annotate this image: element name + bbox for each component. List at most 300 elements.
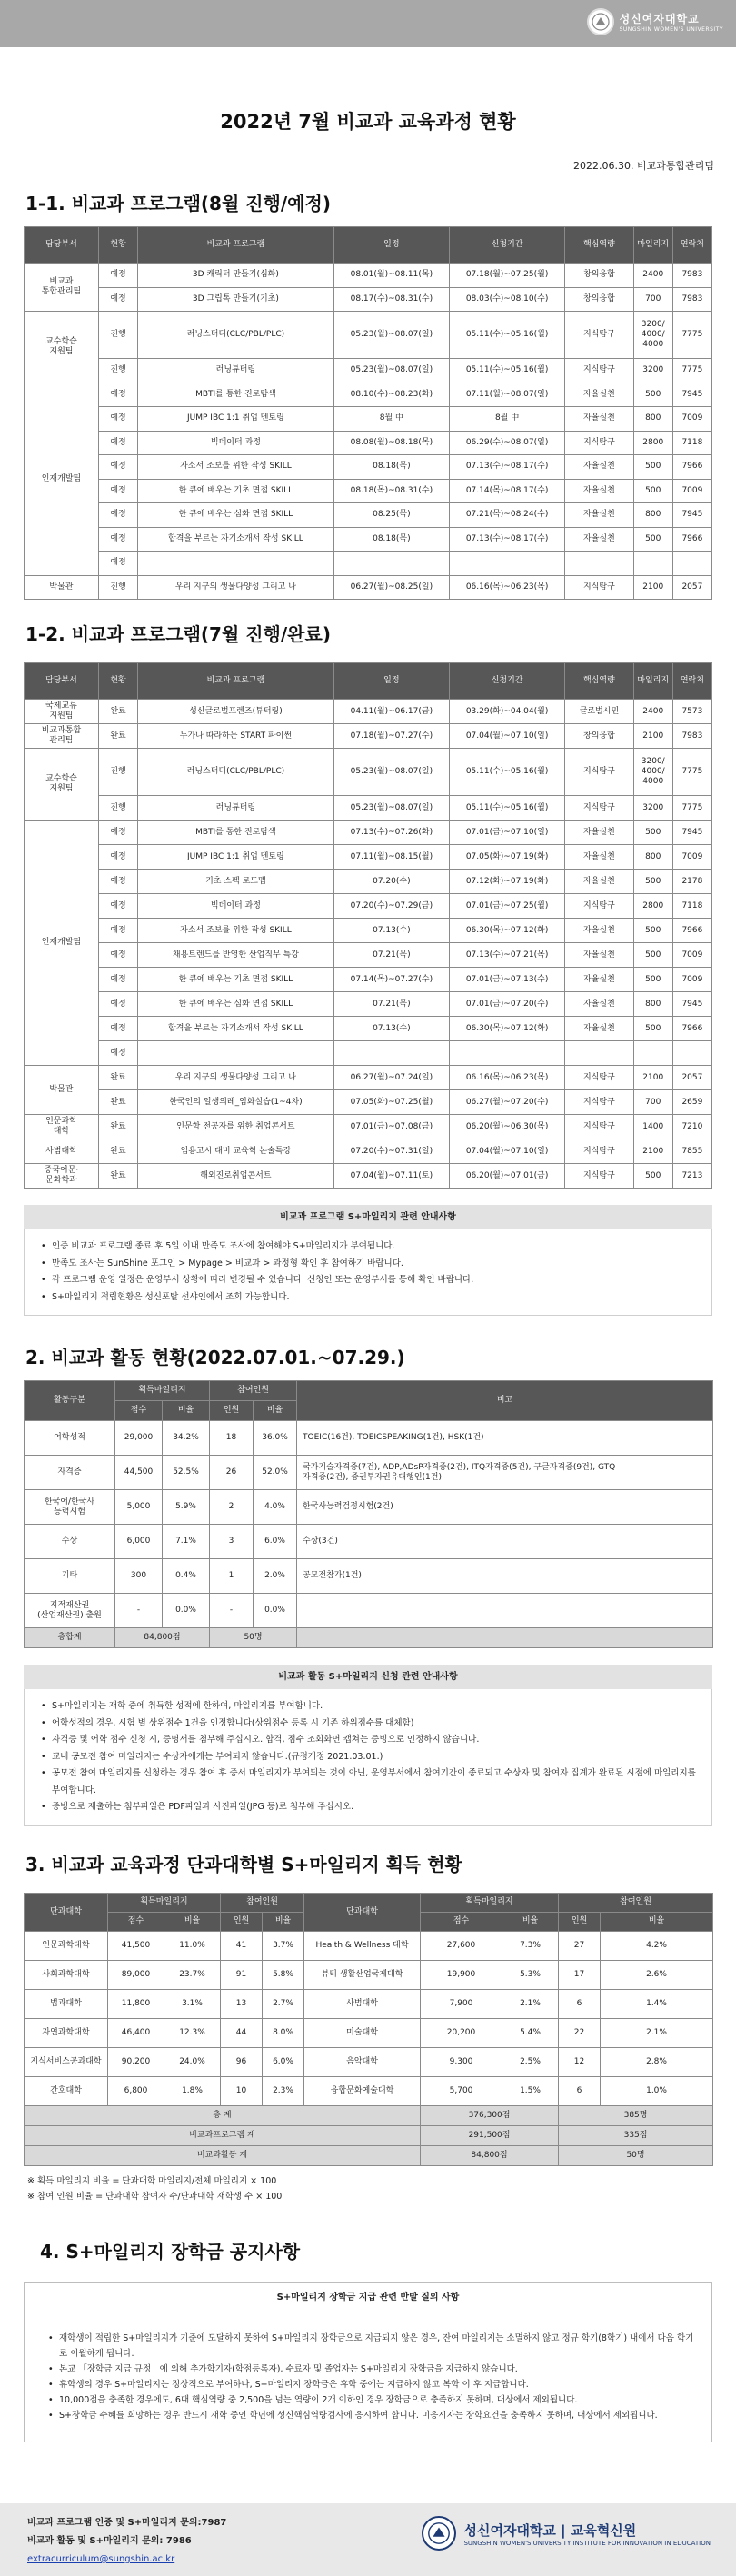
schedule-cell: 06.27(월)~07.24(일) — [333, 1066, 449, 1090]
count-cell: 44 — [221, 2018, 263, 2047]
count-ratio-cell: 4.0% — [254, 1490, 297, 1525]
schedule-cell: 08.01(월)~08.11(목) — [333, 264, 449, 288]
competency-cell: 지식탐구 — [565, 1139, 633, 1164]
schedule-cell: 07.20(수)~07.29(금) — [333, 894, 449, 919]
program-cell: 해외진로취업콘서트 — [138, 1164, 334, 1189]
header-competency: 핵심역량 — [565, 663, 633, 700]
mileage-cell: 700 — [633, 287, 672, 312]
dept-cell: 박물관 — [25, 1066, 99, 1115]
mileage-cell: 500 — [633, 455, 672, 480]
apply-period-cell: 07.21(목)~08.24(수) — [449, 503, 564, 528]
competency-cell: 자율실천 — [565, 407, 633, 432]
program-cell: 성신글로벌프렌즈(튜터링) — [138, 700, 334, 724]
contact-cell: 7009 — [672, 407, 711, 432]
note-cell: TOEIC(16건), TOEICSPEAKING(1건), HSK(1건) — [297, 1421, 713, 1456]
college-cell: 인문과학대학 — [25, 1931, 108, 1960]
mileage-cell: 2800 — [633, 894, 672, 919]
apply-period-cell: 07.18(월)~07.25(월) — [449, 264, 564, 288]
contact-program: 비교과 프로그램 인증 및 S+마일리지 문의:7987 — [27, 2518, 227, 2528]
college-cell: 지식서비스공과대학 — [25, 2047, 108, 2076]
count-ratio-cell: 6.0% — [254, 1525, 297, 1559]
program-cell: 빅데이터 과정 — [138, 431, 334, 455]
college-cell: 법과대학 — [25, 1989, 108, 2018]
score-cell: 89,000 — [108, 1960, 164, 1989]
schedule-cell: 07.18(월)~07.27(수) — [333, 724, 449, 749]
total-count-cell: 50명 — [559, 2145, 713, 2165]
apply-period-cell: 06.20(월)~06.30(목) — [449, 1115, 564, 1139]
apply-period-cell: 07.13(수)~07.21(목) — [449, 943, 564, 968]
institute-name-eng: SUNGSHIN WOMEN'S UNIVERSITY INSTITUTE FOR INNOVATION IN EDUCATION — [463, 2539, 711, 2547]
mileage-cell: 2100 — [633, 1066, 672, 1090]
table-row — [25, 552, 712, 576]
status-cell: 예정 — [98, 503, 137, 528]
status-cell: 진행 — [98, 575, 137, 600]
schedule-cell: 07.11(월)~08.15(월) — [333, 845, 449, 870]
status-cell: 예정 — [98, 287, 137, 312]
score-cell: 11,800 — [108, 1989, 164, 2018]
schedule-cell: 07.05(화)~07.25(월) — [333, 1090, 449, 1115]
dept-cell: 인재개발팀 — [25, 821, 99, 1066]
mileage-cell: 2100 — [633, 724, 672, 749]
mileage-cell: 2800 — [633, 431, 672, 455]
schedule-cell: 07.20(수) — [333, 870, 449, 894]
table-row — [25, 700, 712, 724]
section-1-1-title: 1-1. 비교과 프로그램(8월 진행/예정) — [25, 193, 331, 214]
contact-cell: 7775 — [672, 312, 711, 359]
count-cell: 41 — [221, 1931, 263, 1960]
competency-cell: 지식탐구 — [565, 575, 633, 600]
university-logo — [587, 8, 723, 35]
score-ratio-cell: 2.1% — [502, 1989, 559, 2018]
table-row — [25, 749, 712, 796]
total-label-cell: 비교과프로그램 계 — [25, 2125, 421, 2145]
count-cell: 50명 — [210, 1628, 297, 1648]
score-cell: 46,400 — [108, 2018, 164, 2047]
competency-cell — [565, 1041, 633, 1066]
section-2-title: 2. 비교과 활동 현황(2022.07.01.~07.29.) — [25, 1347, 405, 1368]
count-ratio-cell: 2.6% — [601, 1960, 713, 1989]
table-row — [25, 431, 712, 455]
contact-cell: 7966 — [672, 527, 711, 552]
table-row — [25, 287, 712, 312]
schedule-cell: 05.23(월)~08.07(일) — [333, 359, 449, 383]
count-cell: - — [210, 1594, 254, 1628]
status-cell: 예정 — [98, 845, 137, 870]
program-notice-list — [24, 1229, 712, 1316]
schedule-cell: 04.11(월)~06.17(금) — [333, 700, 449, 724]
competency-cell: 자율실천 — [565, 870, 633, 894]
status-cell: 예정 — [98, 479, 137, 503]
total-row — [25, 2105, 713, 2125]
program-cell: 자소서 조보를 위한 작성 SKILL — [138, 919, 334, 943]
table-row — [25, 1559, 713, 1594]
header-college: 단과대학 — [304, 1893, 421, 1931]
dept-cell: 인문과학 대학 — [25, 1115, 99, 1139]
category-cell: 수상 — [25, 1525, 115, 1559]
contact-cell: 7945 — [672, 503, 711, 528]
dept-cell: 교수학습 지원팀 — [25, 749, 99, 821]
mileage-cell: 500 — [633, 1017, 672, 1041]
program-cell: 러닝스터디(CLC/PBL/PLC) — [138, 749, 334, 796]
program-cell: 인문학 전공자를 위한 취업콘서트 — [138, 1115, 334, 1139]
header-status: 현황 — [98, 227, 137, 264]
program-cell: 합격을 부르는 자기소개서 작성 SKILL — [138, 1017, 334, 1041]
header-participants: 참여인원 — [221, 1893, 304, 1912]
schedule-cell: 07.14(목)~07.27(수) — [333, 968, 449, 992]
mileage-cell: 3200/ 4000/ 4000 — [633, 749, 672, 796]
header-college: 단과대학 — [25, 1893, 108, 1931]
header-score: 점수 — [421, 1912, 502, 1931]
program-cell: 합격을 부르는 자기소개서 작성 SKILL — [138, 527, 334, 552]
score-ratio-cell: 1.8% — [164, 2076, 221, 2105]
contact-cell: 7983 — [672, 724, 711, 749]
score-ratio-cell: 11.0% — [164, 1931, 221, 1960]
header-apply-period: 신청기간 — [449, 227, 564, 264]
table-row — [25, 1525, 713, 1559]
notice-item: • 인증 비교과 프로그램 종료 후 5일 이내 만족도 조사에 참여해야 S+마일리지가 부여됩니다. — [52, 1238, 699, 1256]
apply-period-cell — [449, 552, 564, 576]
university-name-kor: 성신여자대학교 — [619, 13, 700, 25]
apply-period-cell: 06.30(목)~07.12(화) — [449, 919, 564, 943]
contact-cell: 2057 — [672, 575, 711, 600]
count-ratio-cell: 2.8% — [601, 2047, 713, 2076]
table-row — [25, 1421, 713, 1456]
total-row — [25, 2145, 713, 2165]
total-count-cell: 385명 — [559, 2105, 713, 2125]
college-cell: 미술대학 — [304, 2018, 421, 2047]
college-table-notes — [27, 2173, 736, 2204]
dept-cell: 국제교류 지원팀 — [25, 700, 99, 724]
header-dept: 담당부서 — [25, 227, 99, 264]
header-competency: 핵심역량 — [565, 227, 633, 264]
header-schedule: 일정 — [333, 663, 449, 700]
score-cell: 9,300 — [421, 2047, 502, 2076]
contact-email-link[interactable]: extracurriculum@sungshin.ac.kr — [27, 2554, 175, 2564]
apply-period-cell: 07.01(금)~07.10(일) — [449, 821, 564, 845]
schedule-cell: 05.23(월)~08.07(일) — [333, 312, 449, 359]
college-cell: 자연과학대학 — [25, 2018, 108, 2047]
table-row — [25, 1456, 713, 1490]
table-row — [25, 992, 712, 1017]
scholarship-item: • 본교 「장학금 지급 규정」에 의해 추가학기자(학점등록자), 수료자 및 졸업자는 S+마일리지 장학금을 지급하지 않습니다. — [59, 2362, 699, 2377]
activity-status-table — [24, 1380, 713, 1648]
count-ratio-cell: 0.0% — [254, 1594, 297, 1628]
contact-cell: 7855 — [672, 1139, 711, 1164]
note-cell: 한국사능력검정시험(2건) — [297, 1490, 713, 1525]
competency-cell: 지식탐구 — [565, 1115, 633, 1139]
header-dept: 담당부서 — [25, 663, 99, 700]
program-cell: JUMP IBC 1:1 취업 멘토링 — [138, 845, 334, 870]
contact-cell: 7945 — [672, 992, 711, 1017]
schedule-cell: 08.10(수)~08.23(화) — [333, 383, 449, 407]
program-cell: 기초 스펙 로드맵 — [138, 870, 334, 894]
score-ratio-cell: 12.3% — [164, 2018, 221, 2047]
header-score: 점수 — [115, 1401, 163, 1421]
total-row — [25, 2125, 713, 2145]
table-row — [25, 2076, 713, 2105]
count-ratio-cell: 2.0% — [254, 1559, 297, 1594]
mileage-cell: 2100 — [633, 575, 672, 600]
notice-item: • 어학성적의 경우, 시험 별 상위점수 1건을 인정합니다(상위점수 등록 시 기존 하위점수를 대체함) — [52, 1716, 699, 1733]
mileage-cell: 3200/ 4000/ 4000 — [633, 312, 672, 359]
college-cell: 융합문화예술대학 — [304, 2076, 421, 2105]
schedule-cell: 07.13(수)~07.26(화) — [333, 821, 449, 845]
note-cell: 수상(3건) — [297, 1525, 713, 1559]
status-cell: 예정 — [98, 455, 137, 480]
competency-cell: 자율실천 — [565, 479, 633, 503]
university-seal-icon — [587, 8, 614, 35]
mileage-cell: 500 — [633, 943, 672, 968]
mileage-cell: 800 — [633, 503, 672, 528]
mileage-cell: 3200 — [633, 796, 672, 821]
contact-cell: 7775 — [672, 359, 711, 383]
scholarship-item: • 휴학생의 경우 S+마일리지는 정상적으로 부여하나, S+마일리지 장학금은 휴학 중에는 지급하지 않고 복학 이 후 지급합니다. — [59, 2377, 699, 2392]
header-count: 인원 — [559, 1912, 601, 1931]
contact-cell — [672, 552, 711, 576]
status-cell: 예정 — [98, 264, 137, 288]
program-cell: 자소서 조보를 위한 작성 SKILL — [138, 455, 334, 480]
table-row — [25, 943, 712, 968]
contact-activity: 비교과 활동 및 S+마일리지 문의: 7986 — [27, 2536, 192, 2546]
schedule-cell: 08.18(목)~08.31(수) — [333, 479, 449, 503]
program-cell: 한국인의 일생의례_임화실습(1~4차) — [138, 1090, 334, 1115]
score-cell: 44,500 — [115, 1456, 163, 1490]
mileage-cell: 700 — [633, 1090, 672, 1115]
table-row — [25, 1090, 712, 1115]
program-cell: 3D 그립톡 만들기(기초) — [138, 287, 334, 312]
category-cell: 총합계 — [25, 1628, 115, 1648]
footer — [0, 2503, 736, 2576]
note-cell — [297, 1594, 713, 1628]
count-cell: 27 — [559, 1931, 601, 1960]
note-line: ※ 참여 인원 비율 = 단과대학 참여자 수/단과대학 재학생 수 × 100 — [27, 2191, 283, 2202]
table-row — [25, 894, 712, 919]
schedule-cell: 07.21(목) — [333, 992, 449, 1017]
table-row — [25, 1594, 713, 1628]
program-cell: 우리 지구의 생물다양성 그리고 나 — [138, 575, 334, 600]
contact-cell: 7775 — [672, 749, 711, 796]
section-4-title: 4. S+마일리지 장학금 공지사항 — [40, 2240, 301, 2263]
contact-cell: 7118 — [672, 431, 711, 455]
status-cell: 예정 — [98, 383, 137, 407]
mileage-cell: 500 — [633, 1164, 672, 1189]
status-cell: 예정 — [98, 943, 137, 968]
competency-cell: 글로벌시민 — [565, 700, 633, 724]
apply-period-cell: 06.29(수)~08.07(일) — [449, 431, 564, 455]
college-cell: 음악대학 — [304, 2047, 421, 2076]
header-score: 점수 — [108, 1912, 164, 1931]
program-cell: MBTI를 통한 진로탐색 — [138, 821, 334, 845]
note-line: ※ 획득 마일리지 비율 = 단과대학 마일리지/전체 마일리지 × 100 — [27, 2175, 277, 2186]
table-row — [25, 1931, 713, 1960]
category-cell: 지적재산권 (산업재산권) 출원 — [25, 1594, 115, 1628]
program-table-august — [24, 226, 712, 600]
score-cell: 29,000 — [115, 1421, 163, 1456]
program-cell: 한 큐에 배우는 기초 면접 SKILL — [138, 968, 334, 992]
status-cell: 진행 — [98, 796, 137, 821]
notice-item: • S+마일리지 적립현황은 성신포탈 선샤인에서 조회 가능합니다. — [52, 1289, 699, 1307]
note-cell — [297, 1628, 713, 1648]
apply-period-cell: 07.13(수)~08.17(수) — [449, 527, 564, 552]
university-name-eng: SUNGSHIN WOMEN'S UNIVERSITY — [619, 26, 723, 33]
apply-period-cell: 05.11(수)~05.16(월) — [449, 312, 564, 359]
contact-cell: 7009 — [672, 943, 711, 968]
apply-period-cell: 07.04(월)~07.10(일) — [449, 724, 564, 749]
schedule-cell: 08.18(목) — [333, 527, 449, 552]
header-program: 비교과 프로그램 — [138, 227, 334, 264]
competency-cell: 자율실천 — [565, 821, 633, 845]
dept-cell: 박물관 — [25, 575, 99, 600]
contact-cell: 7118 — [672, 894, 711, 919]
header-note: 비고 — [297, 1381, 713, 1421]
schedule-cell: 05.23(월)~08.07(일) — [333, 796, 449, 821]
score-ratio-cell: 5.4% — [502, 2018, 559, 2047]
program-cell: 채용트렌드를 반영한 산업직무 특강 — [138, 943, 334, 968]
competency-cell: 지식탐구 — [565, 894, 633, 919]
header-count: 인원 — [210, 1401, 254, 1421]
table-row — [25, 821, 712, 845]
table-row — [25, 264, 712, 288]
table-row — [25, 383, 712, 407]
competency-cell: 자율실천 — [565, 919, 633, 943]
count-cell: 6 — [559, 2076, 601, 2105]
count-cell: 91 — [221, 1960, 263, 1989]
category-cell: 한국어/한국사 능력시험 — [25, 1490, 115, 1525]
note-cell: 국가기술자격증(7건), ADP,ADsP자격증(2건), ITQ자격증(5건), 구글자격증(9건), GTQ 자격증(2건), 증권투자권유대행인(1건) — [297, 1456, 713, 1490]
top-banner — [0, 0, 736, 47]
section-1-2-title: 1-2. 비교과 프로그램(7월 진행/완료) — [25, 623, 331, 645]
schedule-cell: 07.13(수) — [333, 919, 449, 943]
status-cell: 예정 — [98, 919, 137, 943]
status-cell: 완료 — [98, 1139, 137, 1164]
header-mileage: 획득마일리지 — [421, 1893, 559, 1912]
count-ratio-cell: 1.0% — [601, 2076, 713, 2105]
table-row — [25, 527, 712, 552]
header-participants: 참여인원 — [210, 1381, 297, 1401]
header-mileage: 획득마일리지 — [115, 1381, 210, 1401]
status-cell: 완료 — [98, 1115, 137, 1139]
dept-cell: 비교과 통합관리팀 — [25, 264, 99, 312]
status-cell: 진행 — [98, 312, 137, 359]
college-cell: Health & Wellness 대학 — [304, 1931, 421, 1960]
header-activity-group: 활동구분 — [25, 1381, 115, 1421]
schedule-cell: 07.01(금)~07.08(금) — [333, 1115, 449, 1139]
mileage-cell: 500 — [633, 968, 672, 992]
table-row — [25, 1115, 712, 1139]
apply-period-cell: 05.11(수)~05.16(월) — [449, 359, 564, 383]
contact-cell: 7210 — [672, 1115, 711, 1139]
mileage-cell — [633, 552, 672, 576]
contact-cell: 7945 — [672, 821, 711, 845]
score-ratio-cell: 5.3% — [502, 1960, 559, 1989]
contact-cell: 2057 — [672, 1066, 711, 1090]
program-table-july — [24, 662, 712, 1189]
mileage-cell: 2400 — [633, 264, 672, 288]
apply-period-cell: 07.12(화)~07.19(화) — [449, 870, 564, 894]
schedule-cell: 06.27(월)~08.25(일) — [333, 575, 449, 600]
status-cell: 완료 — [98, 700, 137, 724]
score-cell: 7,900 — [421, 1989, 502, 2018]
apply-period-cell: 07.01(금)~07.13(수) — [449, 968, 564, 992]
competency-cell: 지식탐구 — [565, 1164, 633, 1189]
scholarship-item: • 10,000점을 충족한 경우에도, 6대 핵심역량 중 2,500을 넘는 역량이 2개 이하인 경우 장학금으로 충족하지 못하며, 대상에서 제외됩니다. — [59, 2392, 699, 2408]
apply-period-cell: 07.04(월)~07.10(일) — [449, 1139, 564, 1164]
schedule-cell: 05.23(월)~08.07(일) — [333, 749, 449, 796]
schedule-cell: 07.04(월)~07.11(토) — [333, 1164, 449, 1189]
notice-item: • 만족도 조사는 SunShine 포그인 > Mypage > 비교과 > 과정형 확인 후 참여하기 바랍니다. — [52, 1256, 699, 1273]
header-ratio: 비율 — [502, 1912, 559, 1931]
score-ratio-cell: 23.7% — [164, 1960, 221, 1989]
apply-period-cell — [449, 1041, 564, 1066]
apply-period-cell: 05.11(수)~05.16(월) — [449, 796, 564, 821]
mileage-cell: 800 — [633, 845, 672, 870]
table-row — [25, 575, 712, 600]
status-cell: 완료 — [98, 1066, 137, 1090]
contact-cell: 7009 — [672, 479, 711, 503]
apply-period-cell: 06.20(월)~07.01(금) — [449, 1164, 564, 1189]
section-3-title: 3. 비교과 교육과정 단과대학별 S+마일리지 획득 현황 — [25, 1853, 462, 1875]
activity-notice-title: 비교과 활동 S+마일리지 신청 관련 안내사항 — [24, 1665, 712, 1689]
total-row — [25, 1628, 713, 1648]
count-cell: 2 — [210, 1490, 254, 1525]
table-row — [25, 2047, 713, 2076]
apply-period-cell: 07.11(월)~08.07(일) — [449, 383, 564, 407]
program-notice-title: 비교과 프로그램 S+마일리지 관련 안내사항 — [24, 1205, 712, 1229]
apply-period-cell: 06.30(목)~07.12(화) — [449, 1017, 564, 1041]
status-cell: 예정 — [98, 821, 137, 845]
program-cell: JUMP IBC 1:1 취업 멘토링 — [138, 407, 334, 432]
score-cell: 19,900 — [421, 1960, 502, 1989]
competency-cell: 자율실천 — [565, 503, 633, 528]
table-row — [25, 1041, 712, 1066]
score-ratio-cell: 52.5% — [163, 1456, 210, 1490]
table-row — [25, 359, 712, 383]
competency-cell: 자율실천 — [565, 1017, 633, 1041]
program-cell — [138, 552, 334, 576]
count-ratio-cell: 2.3% — [263, 2076, 304, 2105]
schedule-cell: 08.08(월)~08.18(목) — [333, 431, 449, 455]
college-cell: 사범대학 — [304, 1989, 421, 2018]
count-ratio-cell: 36.0% — [254, 1421, 297, 1456]
competency-cell: 창의융합 — [565, 287, 633, 312]
dept-cell: 교수학습 지원팀 — [25, 312, 99, 383]
status-cell: 진행 — [98, 359, 137, 383]
total-score-cell: 376,300점 — [421, 2105, 559, 2125]
category-cell: 자격증 — [25, 1456, 115, 1490]
apply-period-cell: 06.16(목)~06.23(목) — [449, 575, 564, 600]
status-cell: 진행 — [98, 749, 137, 796]
count-ratio-cell: 2.1% — [601, 2018, 713, 2047]
count-cell: 12 — [559, 2047, 601, 2076]
header-ratio: 비율 — [601, 1912, 713, 1931]
notice-item: • 교내 공모전 참여 마일리지는 수상자에게는 부여되지 않습니다.(규정개정 2021.03.01.) — [52, 1749, 699, 1766]
contact-cell: 7966 — [672, 1017, 711, 1041]
competency-cell: 지식탐구 — [565, 359, 633, 383]
apply-period-cell: 06.16(목)~06.23(목) — [449, 1066, 564, 1090]
score-ratio-cell: 3.1% — [164, 1989, 221, 2018]
schedule-cell: 08.17(수)~08.31(수) — [333, 287, 449, 312]
contact-cell: 7966 — [672, 455, 711, 480]
status-cell: 예정 — [98, 968, 137, 992]
mileage-cell — [633, 1041, 672, 1066]
table-row — [25, 845, 712, 870]
mileage-cell: 500 — [633, 919, 672, 943]
score-ratio-cell: 7.3% — [502, 1931, 559, 1960]
table-row — [25, 1960, 713, 1989]
count-cell: 18 — [210, 1421, 254, 1456]
score-ratio-cell: 0.0% — [163, 1594, 210, 1628]
header-participants: 참여인원 — [559, 1893, 713, 1912]
